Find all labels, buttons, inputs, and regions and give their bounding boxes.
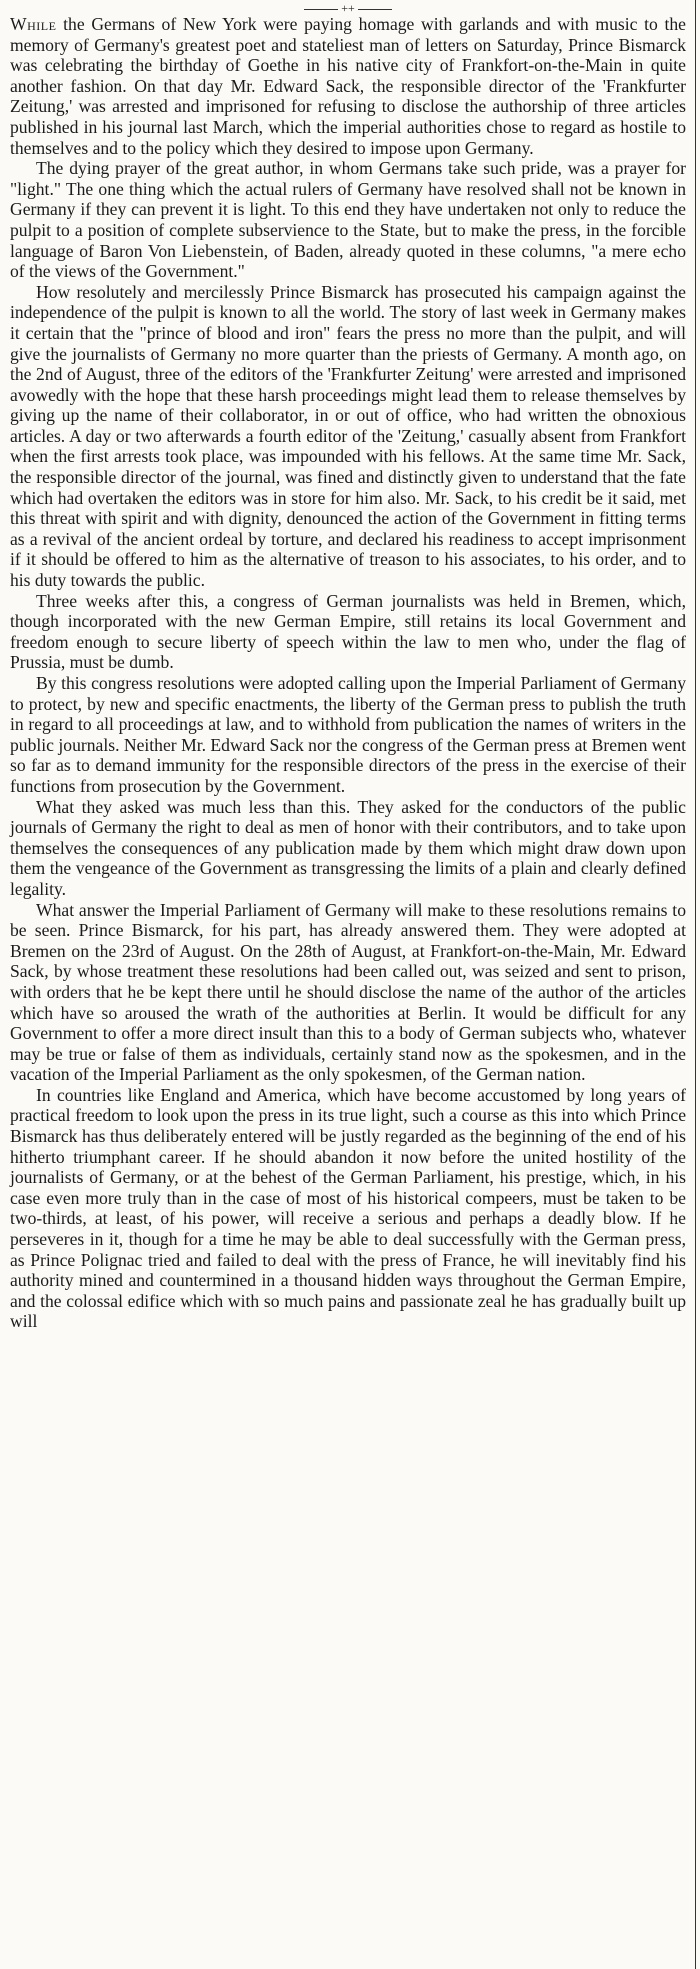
ornament-rule-right [358, 9, 392, 10]
article-paragraph-3: How resolutely and mercilessly Prince Bismarck has prosecuted his campaign against the independence of the pulpit is known to all the world. The story of last week in Germany makes it certain that the "prince of blood and iron" fears the press no more than the pulpit, and will give the journalists of Germany no more quarter than the priests of Germany. A month ago, on the 2nd of August, three of the editors of the 'Frankfurter Zeitung' were arrested and imprisoned avowedly with the hope that these harsh proceedings might lead them to release themselves by giving up the name of their collaborator, in or out of office, who had written the obnoxious articles. A day or two afterwards a fourth editor of the 'Zeitung,' casually absent from Frankfort when the first arrests took place, was impounded with his fellows. At the same time Mr. Sack, the responsible director of the journal, was fined and distinctly given to understand that the fate which had overtaken the editors was in store for him also. Mr. Sack, to his credit be it said, met this threat with spirit and with dignity, denounced the action of the Government in fitting terms as a revival of the ancient ordeal by torture, and declared his readiness to accept imprisonment if it should be offered to him as the alternative of treason to his associates, to his order, and to his duty towards the public. [10, 281, 686, 591]
article-paragraph-1 [10, 14, 686, 158]
article-body [10, 14, 686, 1332]
article-paragraph-5: By this congress resolutions were adopted calling upon the Imperial Parliament of Germany to protect, by new and specific enactments, the liberty of the German press to publish the truth in regard to all proceedings at law, and to withhold from publication the names of writers in the public journals. Neither Mr. Edward Sack nor the congress of the German press at Bremen went so far as to demand immunity for the responsible directors of the press in the exercise of their functions from prosecution by the Government. [10, 673, 686, 796]
lead-word: While [10, 14, 57, 34]
ornament-mark: ++ [341, 1, 355, 15]
header-ornament [10, 2, 686, 14]
article-paragraph-8: In countries like England and America, which have become accustomed by long years of practical freedom to look upon the press in its true light, such a course as this into which Prince Bismarck has thus deliberately entered will be justly regarded as the beginning of the end of his hitherto triumphant career. If he should abandon it now before the united hostility of the journalists of Germany, or at the behest of the German Parliament, his prestige, which, in his case even more truly than in the case of most of his historical compeers, must be taken to be two-thirds, at least, of his power, will receive a serious and perhaps a deadly blow. If he perseveres in it, though for a time he may be able to deal successfully with the German press, as Prince Polignac tried and failed to deal with the press of France, he will inevitably find his authority mined and countermined in a thousand hidden ways throughout the German Empire, and the colossal edifice which with so much pains and passionate zeal he has gradually built up will [10, 1084, 686, 1332]
article-paragraph-7: What answer the Imperial Parliament of Germany will make to these resolutions remains to be seen. Prince Bismarck, for his part, has already answered them. They were adopted at Bremen on the 23rd of August. On the 28th of August, at Frankfort-on-the-Main, Mr. Edward Sack, by whose treatment these resolutions had been called out, was seized and sent to prison, with orders that he be kept there until he should disclose the name of the author of the articles which have so aroused the wrath of the authorities at Berlin. It would be difficult for any Government to offer a more direct insult than this to a body of German subjects who, whatever may be true or false of them as individuals, certainly stand now as the spokesmen, and in the vacation of the Imperial Parliament as the only spokesmen, of the German nation. [10, 899, 686, 1085]
article-paragraph-2: The dying prayer of the great author, in whom Germans take such pride, was a prayer for "light." The one thing which the actual rulers of Germany have resolved shall not be known in Germany if they can prevent it is light. To this end they have undertaken not only to reduce the pulpit to a position of complete subservience to the State, but to make the press, in the forcible language of Baron Von Liebenstein, of Baden, already quoted in these columns, "a mere echo of the views of the Government." [10, 158, 686, 282]
ornament-rule-left [304, 9, 338, 10]
article-paragraph-6: What they asked was much less than this. They asked for the conductors of the public journals of Germany the right to deal as men of honor with their contributors, and to take upon themselves the consequences of any publication made by them which might draw down upon them the vengeance of the Government as transgressing the limits of a plain and clearly defined legality. [10, 796, 686, 899]
paragraph-1-text: the Germans of New York were paying homage with garlands and with music to the memory of Germany's greatest poet and stateliest man of letters on Saturday, Prince Bismarck was celebrating the birthday of Goethe in his native city of Frankfort-on-the-Main in quite another fashion. On that day Mr. Edward Sack, the responsible director of the 'Frankfurter Zeitung,' was arrested and imprisoned for refusing to disclose the authorship of three articles published in his journal last March, which the imperial authorities chose to regard as hostile to themselves and to the policy which they desired to impose upon Germany. [10, 14, 686, 158]
article-paragraph-4: Three weeks after this, a congress of German journalists was held in Bremen, which, though incorporated with the new German Empire, still retains its local Government and freedom enough to secure liberty of speech within the law to men who, under the flag of Prussia, must be dumb. [10, 590, 686, 673]
column-rule [695, 0, 696, 1969]
